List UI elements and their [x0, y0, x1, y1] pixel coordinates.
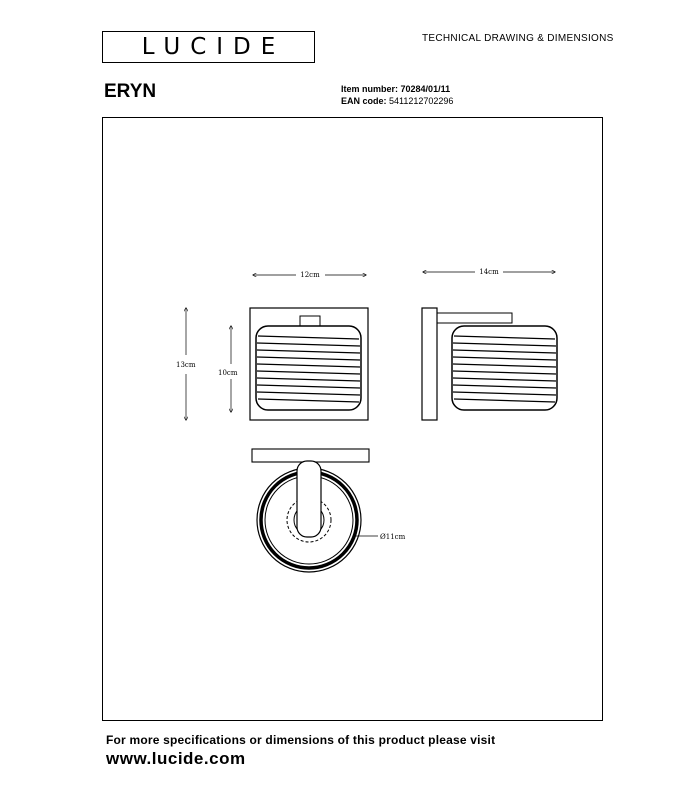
dimension-front-width: [253, 271, 366, 279]
item-number-label: Item number:: [341, 84, 399, 94]
footer-note: For more specifications or dimensions of this product please visit: [106, 733, 496, 747]
ean-value: 5411212702296: [389, 96, 454, 106]
front-width-label: 12cm: [300, 271, 320, 279]
dimension-shade-height: [218, 326, 238, 412]
bottom-arm: [297, 461, 321, 537]
total-height-label: 13cm: [176, 361, 196, 369]
side-wall-plate: [422, 308, 437, 420]
bottom-wall-plate: [252, 449, 369, 462]
front-shade-ribs: [257, 336, 360, 402]
front-view: [250, 308, 368, 420]
dimension-diameter: [356, 533, 406, 541]
side-view: [422, 308, 557, 420]
bottom-view: [252, 449, 369, 572]
dimension-total-height: [176, 308, 196, 420]
brand-logo-text: LUCIDE: [141, 34, 286, 60]
diameter-label: Ø11cm: [380, 533, 406, 541]
side-shade-ribs: [453, 336, 556, 402]
document-type: TECHNICAL DRAWING & DIMENSIONS: [422, 33, 614, 44]
product-name: ERYN: [104, 81, 157, 102]
dimension-side-depth: [423, 268, 555, 276]
ean-label: EAN code:: [341, 96, 387, 106]
front-mount-stem: [300, 316, 320, 326]
shade-height-label: 10cm: [218, 369, 238, 377]
item-number-value: 70284/01/11: [400, 84, 451, 94]
side-depth-label: 14cm: [479, 268, 499, 276]
side-arm: [437, 313, 512, 323]
website-link[interactable]: www.lucide.com: [106, 749, 246, 768]
